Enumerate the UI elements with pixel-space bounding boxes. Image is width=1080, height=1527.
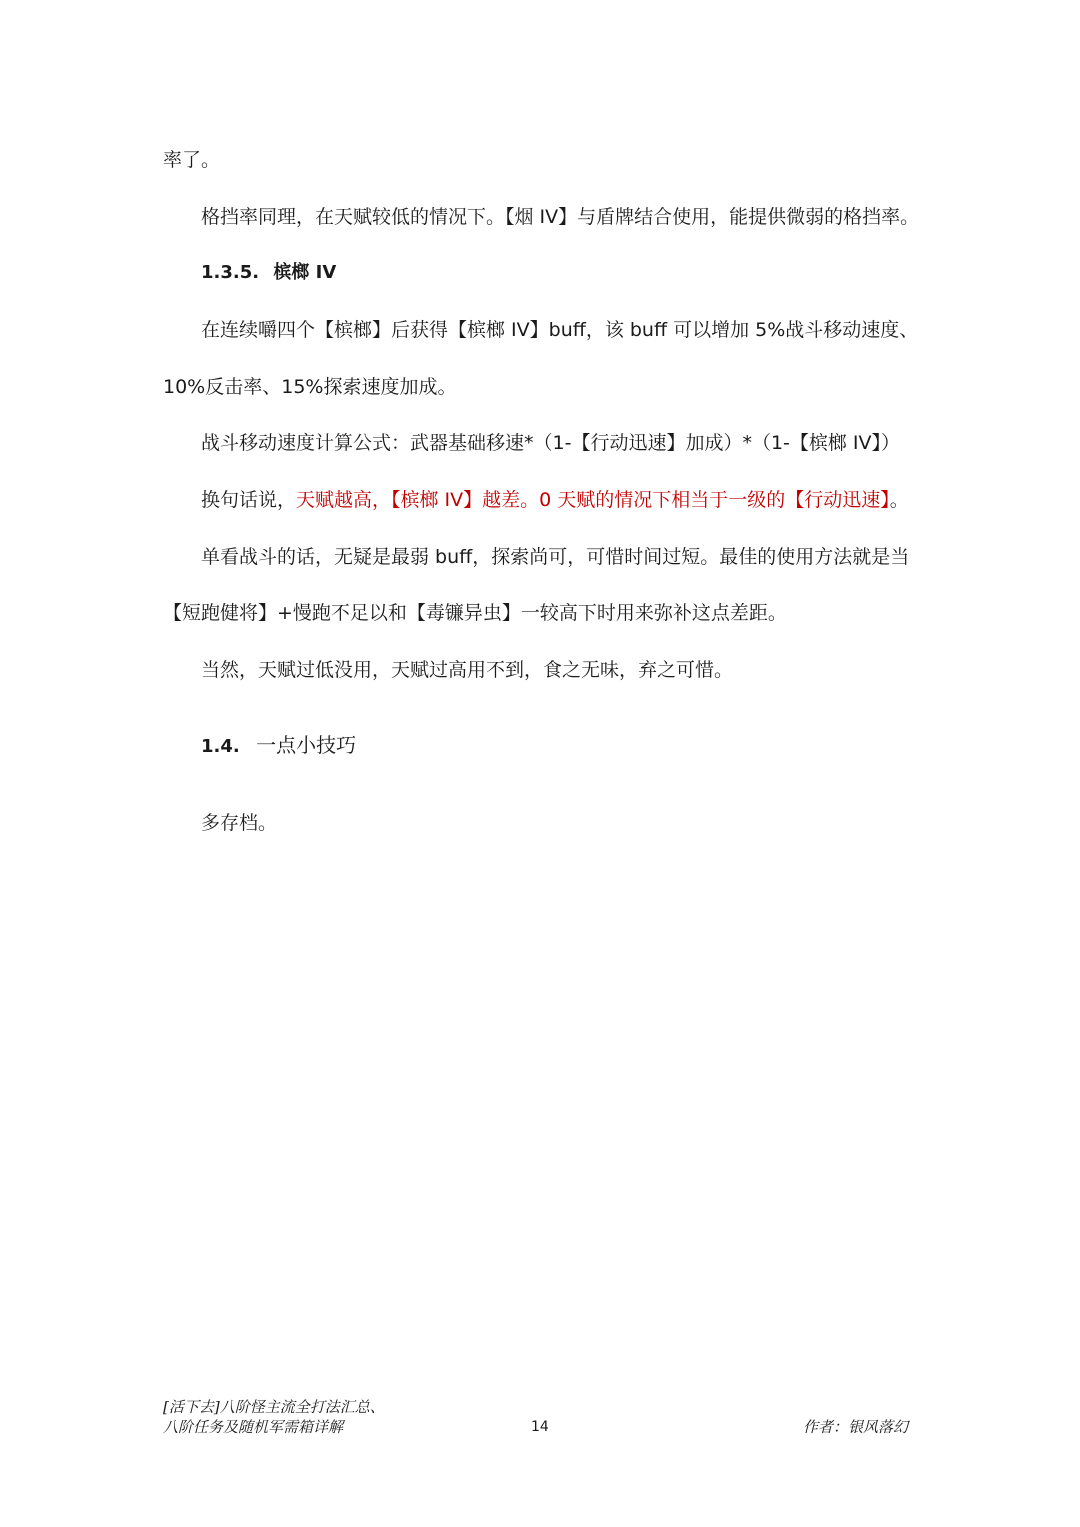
- paragraph-tip: 多存档。: [201, 812, 278, 834]
- section-title: 槟榔 IV: [273, 262, 337, 283]
- section-heading-1-3-5: [201, 261, 336, 285]
- section-title: 一点小技巧: [256, 733, 357, 757]
- paragraph-betel-buff-line1: 在连续嚼四个【槟榔】后获得【槟榔 IV】buff，该 buff 可以增加 5%战斗移动速度、: [201, 319, 919, 341]
- paragraph-continuation: 率了。: [163, 149, 221, 171]
- section-number: 1.4.: [201, 736, 240, 757]
- paragraph-formula: 战斗移动速度计算公式：武器基础移速*（1-【行动迅速】加成）*（1-【槟榔 IV】）: [201, 432, 901, 454]
- paragraph-conclusion: 当然，天赋过低没用，天赋过高用不到，食之无味，弃之可惜。: [201, 659, 734, 681]
- paragraph-combat-line2: 【短跑健将】+慢跑不足以和【毒镰异虫】一较高下时用来弥补这点差距。: [163, 602, 787, 624]
- section-heading-1-4: [201, 732, 356, 760]
- page-number: 14: [531, 1419, 549, 1435]
- footer-author: 作者：银风落幻: [803, 1418, 909, 1436]
- footer-title-line1: [活下去]八阶怪主流全打法汇总、: [163, 1398, 385, 1416]
- paragraph-betel-buff-line2: 10%反击率、15%探索速度加成。: [163, 376, 457, 398]
- paragraph-block-rate: 格挡率同理，在天赋较低的情况下。【烟 IV】与盾牌结合使用，能提供微弱的格挡率。: [201, 206, 920, 228]
- emphasis-text: 天赋越高，【槟榔 IV】越差。0 天赋的情况下相当于一级的【行动迅速】: [296, 489, 890, 511]
- footer-title-line2: 八阶任务及随机军需箱详解: [163, 1418, 344, 1436]
- paragraph-combat-line1: 单看战斗的话，无疑是最弱 buff，探索尚可，可惜时间过短。最佳的使用方法就是当: [201, 546, 910, 568]
- text-prefix: 换句话说，: [201, 489, 297, 511]
- section-number: 1.3.5.: [201, 262, 260, 283]
- paragraph-in-other-words: [201, 488, 909, 512]
- text-suffix: 。: [889, 489, 909, 511]
